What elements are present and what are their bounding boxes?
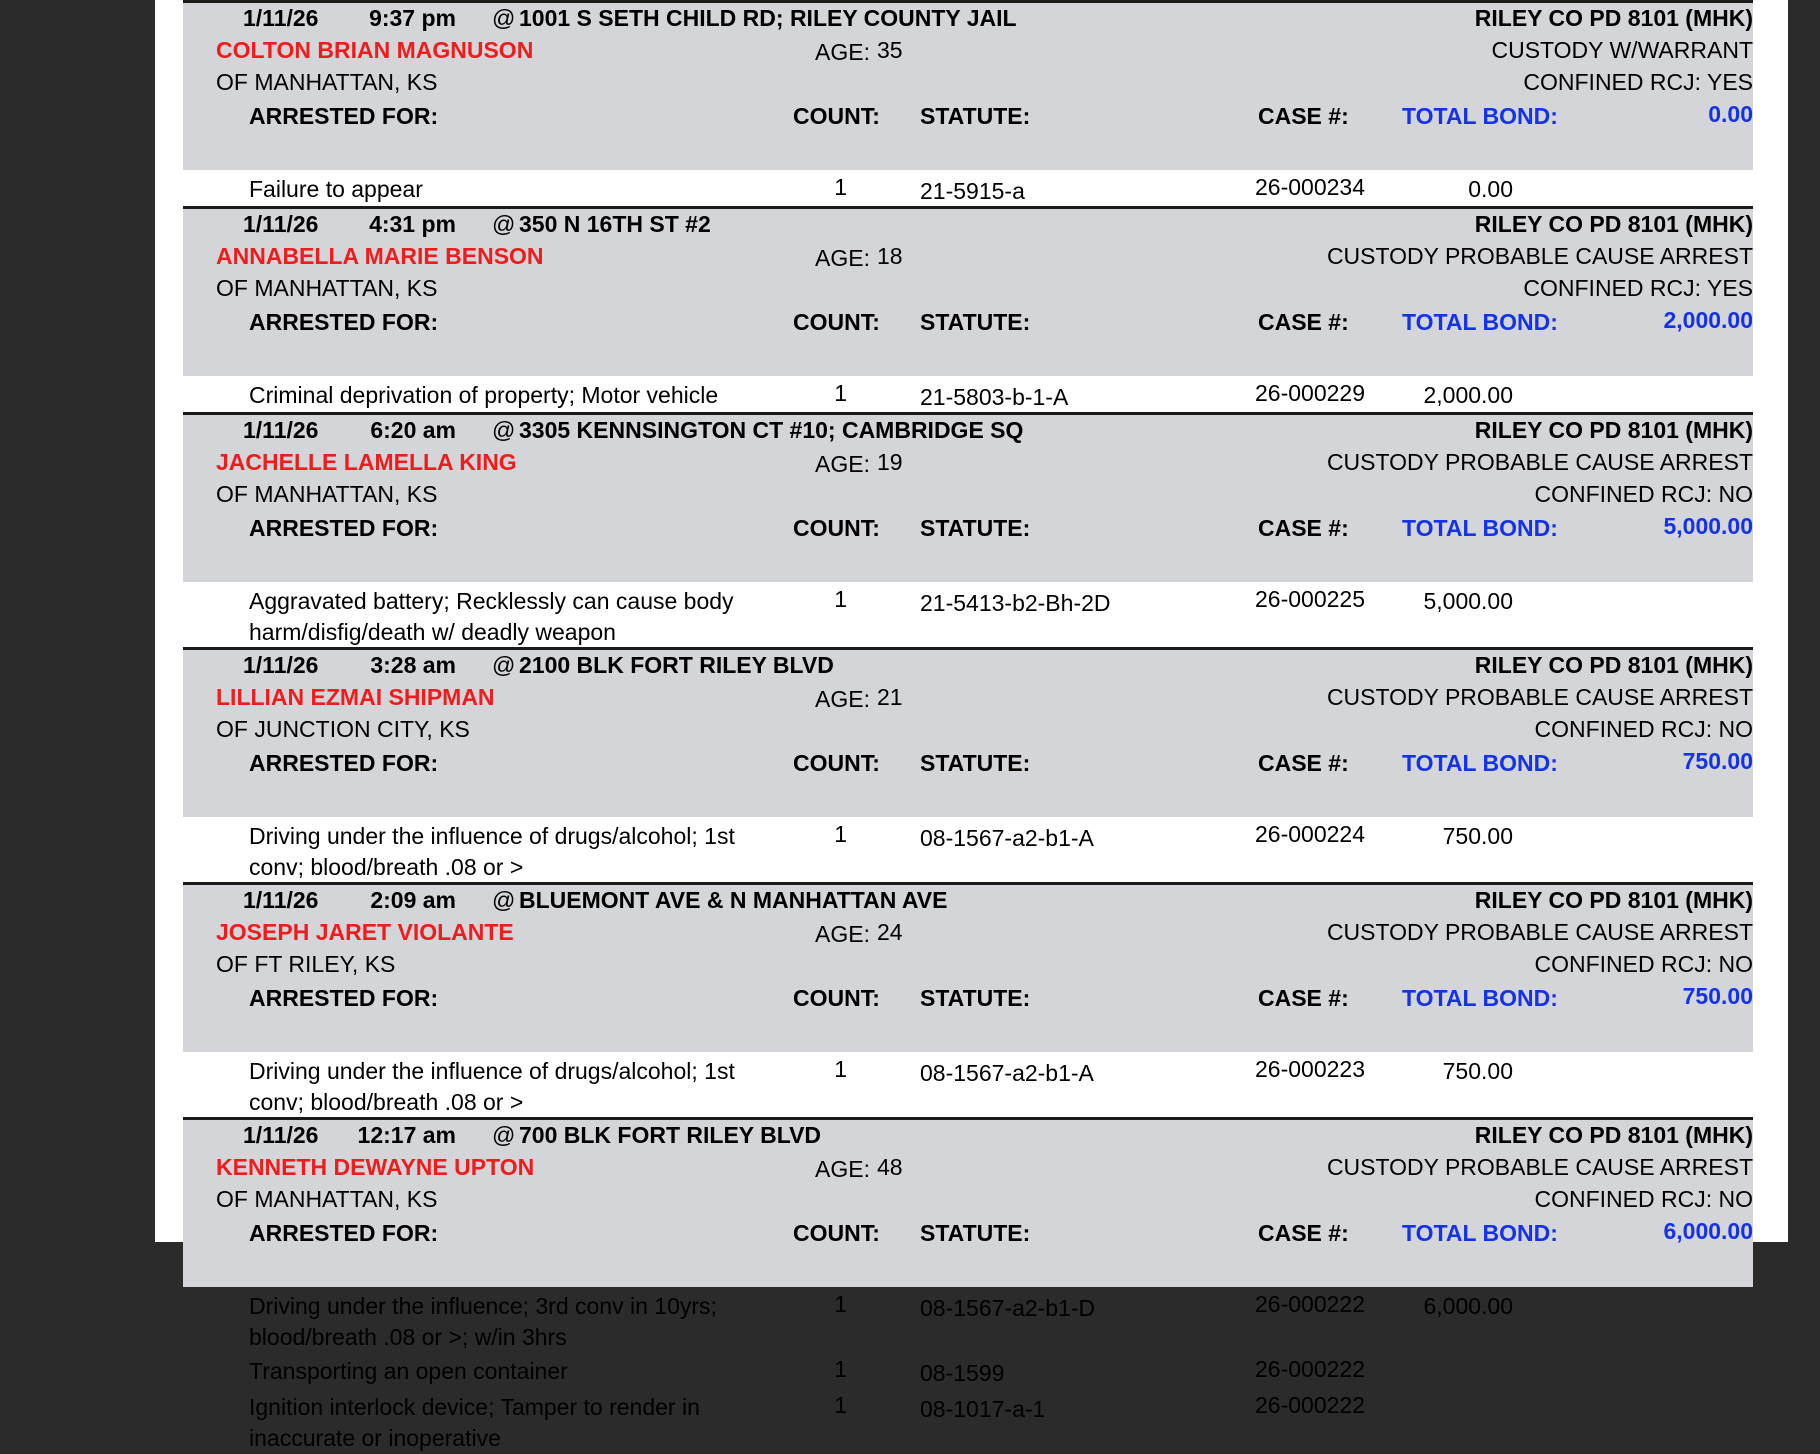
case-label: CASE #:	[1258, 103, 1349, 129]
location-at-symbol: @	[492, 417, 516, 443]
residence-city: OF MANHATTAN, KS	[216, 69, 438, 95]
charge-count: 1	[834, 174, 847, 200]
charge-description: Failure to appear	[249, 176, 423, 202]
location-at-symbol: @	[492, 652, 516, 678]
residence-city: OF MANHATTAN, KS	[216, 1186, 438, 1212]
charge-case-number: 26-000223	[1255, 1056, 1365, 1082]
charges-list	[183, 1287, 1753, 1453]
total-bond-label: TOTAL BOND:	[1402, 750, 1558, 776]
age-value: 18	[877, 243, 903, 269]
confined-status: CONFINED RCJ: NO	[1534, 951, 1753, 977]
record-header	[183, 647, 1753, 817]
count-label: COUNT:	[793, 985, 880, 1011]
record-header	[183, 1117, 1753, 1287]
confined-status: CONFINED RCJ: NO	[1534, 1186, 1753, 1212]
location-at-symbol: @	[492, 5, 516, 31]
arrest-record	[183, 1117, 1753, 1453]
arrest-time: 6:20 am	[370, 417, 456, 443]
age-label: AGE:	[815, 1156, 870, 1182]
count-label: COUNT:	[793, 103, 880, 129]
arrestee-name: LILLIAN EZMAI SHIPMAN	[216, 684, 495, 710]
charges-list	[183, 817, 1753, 882]
charge-row	[183, 1052, 1753, 1117]
arrest-date: 1/11/26	[243, 652, 319, 678]
custody-type: CUSTODY W/WARRANT	[1491, 37, 1753, 63]
arrest-location: 700 BLK FORT RILEY BLVD	[519, 1122, 822, 1148]
charge-count: 1	[834, 821, 847, 847]
charges-list	[183, 376, 1753, 412]
residence-city: OF MANHATTAN, KS	[216, 481, 438, 507]
location-at-symbol: @	[492, 1122, 516, 1148]
case-label: CASE #:	[1258, 1220, 1349, 1246]
case-label: CASE #:	[1258, 515, 1349, 541]
charge-bond: 2,000.00	[1423, 382, 1513, 408]
arrested-for-label: ARRESTED FOR:	[249, 1220, 439, 1246]
charge-case-number: 26-000222	[1255, 1291, 1365, 1317]
charge-count: 1	[834, 1356, 847, 1382]
charge-case-number: 26-000222	[1255, 1356, 1365, 1382]
custody-type: CUSTODY PROBABLE CAUSE ARREST	[1326, 449, 1753, 475]
total-bond-label: TOTAL BOND:	[1402, 1220, 1558, 1246]
agency: RILEY CO PD 8101 (MHK)	[1474, 211, 1753, 237]
charge-row	[183, 817, 1753, 882]
charge-description: Driving under the influence of drugs/alcohol; 1st conv; blood/breath .08 or >	[249, 1058, 735, 1115]
charge-description: Aggravated battery; Recklessly can cause body harm/disfig/death w/ deadly weapon	[249, 588, 734, 645]
charge-description: Driving under the influence; 3rd conv in 10yrs; blood/breath .08 or >; w/in 3hrs	[249, 1293, 717, 1350]
arrest-time: 2:09 am	[370, 887, 456, 913]
arrest-date: 1/11/26	[243, 887, 319, 913]
age-value: 21	[877, 684, 903, 710]
total-bond-label: TOTAL BOND:	[1402, 103, 1558, 129]
count-label: COUNT:	[793, 309, 880, 335]
charge-row	[183, 1287, 1753, 1352]
case-label: CASE #:	[1258, 985, 1349, 1011]
record-header	[183, 412, 1753, 582]
arrested-for-label: ARRESTED FOR:	[249, 103, 439, 129]
arrest-record	[183, 412, 1753, 647]
confined-status: CONFINED RCJ: NO	[1534, 716, 1753, 742]
age-value: 24	[877, 919, 903, 945]
arrest-record	[183, 206, 1753, 412]
charge-row	[183, 1388, 1753, 1453]
age-label: AGE:	[815, 686, 870, 712]
arrested-for-label: ARRESTED FOR:	[249, 515, 439, 541]
record-header	[183, 882, 1753, 1052]
location-at-symbol: @	[492, 211, 516, 237]
charge-statute: 08-1017-a-1	[920, 1396, 1046, 1422]
charge-case-number: 26-000222	[1255, 1392, 1365, 1418]
confined-status: CONFINED RCJ: YES	[1523, 69, 1753, 95]
charge-case-number: 26-000229	[1255, 380, 1365, 406]
total-bond-value: 750.00	[1682, 748, 1753, 774]
charge-case-number: 26-000234	[1255, 174, 1365, 200]
arrest-record	[183, 882, 1753, 1117]
charge-statute: 08-1599	[920, 1360, 1005, 1386]
statute-label: STATUTE:	[920, 309, 1031, 335]
arrest-records	[183, 0, 1753, 1453]
total-bond-value: 2,000.00	[1663, 307, 1753, 333]
charge-count: 1	[834, 1056, 847, 1082]
arrest-time: 4:31 pm	[369, 211, 456, 237]
statute-label: STATUTE:	[920, 103, 1031, 129]
case-label: CASE #:	[1258, 750, 1349, 776]
custody-type: CUSTODY PROBABLE CAUSE ARREST	[1326, 1154, 1753, 1180]
record-header	[183, 0, 1753, 170]
charge-statute: 08-1567-a2-b1-A	[920, 825, 1094, 851]
charge-count: 1	[834, 1291, 847, 1317]
arrestee-name: COLTON BRIAN MAGNUSON	[216, 37, 534, 63]
age-label: AGE:	[815, 39, 870, 65]
arrest-date: 1/11/26	[243, 417, 319, 443]
arrest-location: 2100 BLK FORT RILEY BLVD	[519, 652, 834, 678]
agency: RILEY CO PD 8101 (MHK)	[1474, 887, 1753, 913]
total-bond-value: 5,000.00	[1663, 513, 1753, 539]
arrest-location: 3305 KENNSINGTON CT #10; CAMBRIDGE SQ	[519, 417, 1024, 443]
arrestee-name: JOSEPH JARET VIOLANTE	[216, 919, 514, 945]
location-at-symbol: @	[492, 887, 516, 913]
charges-list	[183, 582, 1753, 647]
arrest-date: 1/11/26	[243, 5, 319, 31]
charge-row	[183, 170, 1753, 206]
age-label: AGE:	[815, 451, 870, 477]
charge-statute: 08-1567-a2-b1-D	[920, 1295, 1096, 1321]
residence-city: OF FT RILEY, KS	[216, 951, 396, 977]
total-bond-label: TOTAL BOND:	[1402, 309, 1558, 335]
statute-label: STATUTE:	[920, 515, 1031, 541]
agency: RILEY CO PD 8101 (MHK)	[1474, 652, 1753, 678]
arrest-date: 1/11/26	[243, 1122, 319, 1148]
charge-description: Criminal deprivation of property; Motor vehicle	[249, 382, 719, 408]
count-label: COUNT:	[793, 515, 880, 541]
total-bond-label: TOTAL BOND:	[1402, 515, 1558, 541]
arrest-location: 1001 S SETH CHILD RD; RILEY COUNTY JAIL	[519, 5, 1017, 31]
charge-row	[183, 376, 1753, 412]
total-bond-value: 0.00	[1708, 101, 1753, 127]
total-bond-label: TOTAL BOND:	[1402, 985, 1558, 1011]
charge-count: 1	[834, 1392, 847, 1418]
age-label: AGE:	[815, 245, 870, 271]
arrest-time: 9:37 pm	[369, 5, 456, 31]
arrestee-name: JACHELLE LAMELLA KING	[216, 449, 517, 475]
charge-description: Transporting an open container	[249, 1358, 568, 1384]
arrestee-name: KENNETH DEWAYNE UPTON	[216, 1154, 535, 1180]
age-value: 19	[877, 449, 903, 475]
charge-description: Driving under the influence of drugs/alcohol; 1st conv; blood/breath .08 or >	[249, 823, 735, 880]
arrested-for-label: ARRESTED FOR:	[249, 985, 439, 1011]
charge-statute: 21-5413-b2-Bh-2D	[920, 590, 1111, 616]
arrest-location: 350 N 16TH ST #2	[519, 211, 711, 237]
arrest-record	[183, 0, 1753, 206]
residence-city: OF JUNCTION CITY, KS	[216, 716, 470, 742]
charges-list	[183, 170, 1753, 206]
arrested-for-label: ARRESTED FOR:	[249, 309, 439, 335]
custody-type: CUSTODY PROBABLE CAUSE ARREST	[1326, 919, 1753, 945]
charges-list	[183, 1052, 1753, 1117]
arrest-record	[183, 647, 1753, 882]
charge-statute: 21-5915-a	[920, 178, 1025, 204]
arrest-time: 12:17 am	[357, 1122, 456, 1148]
agency: RILEY CO PD 8101 (MHK)	[1474, 5, 1753, 31]
charge-statute: 21-5803-b-1-A	[920, 384, 1069, 410]
charge-bond: 0.00	[1468, 176, 1513, 202]
arrested-for-label: ARRESTED FOR:	[249, 750, 439, 776]
charge-bond: 750.00	[1442, 1058, 1513, 1084]
total-bond-value: 6,000.00	[1663, 1218, 1753, 1244]
charge-row	[183, 582, 1753, 647]
document-page	[155, 0, 1788, 1451]
age-value: 35	[877, 37, 903, 63]
record-header	[183, 206, 1753, 376]
charge-count: 1	[834, 586, 847, 612]
arrestee-name: ANNABELLA MARIE BENSON	[216, 243, 544, 269]
charge-bond: 750.00	[1442, 823, 1513, 849]
confined-status: CONFINED RCJ: NO	[1534, 481, 1753, 507]
charge-row	[183, 1352, 1753, 1388]
statute-label: STATUTE:	[920, 750, 1031, 776]
case-label: CASE #:	[1258, 309, 1349, 335]
custody-type: CUSTODY PROBABLE CAUSE ARREST	[1326, 684, 1753, 710]
arrest-time: 3:28 am	[370, 652, 456, 678]
count-label: COUNT:	[793, 1220, 880, 1246]
agency: RILEY CO PD 8101 (MHK)	[1474, 417, 1753, 443]
total-bond-value: 750.00	[1682, 983, 1753, 1009]
statute-label: STATUTE:	[920, 985, 1031, 1011]
charge-case-number: 26-000224	[1255, 821, 1365, 847]
charge-case-number: 26-000225	[1255, 586, 1365, 612]
charge-statute: 08-1567-a2-b1-A	[920, 1060, 1094, 1086]
age-label: AGE:	[815, 921, 870, 947]
agency: RILEY CO PD 8101 (MHK)	[1474, 1122, 1753, 1148]
age-value: 48	[877, 1154, 903, 1180]
statute-label: STATUTE:	[920, 1220, 1031, 1246]
charge-bond: 6,000.00	[1423, 1293, 1513, 1319]
confined-status: CONFINED RCJ: YES	[1523, 275, 1753, 301]
custody-type: CUSTODY PROBABLE CAUSE ARREST	[1326, 243, 1753, 269]
arrest-date: 1/11/26	[243, 211, 319, 237]
charge-description: Ignition interlock device; Tamper to render in inaccurate or inoperative	[249, 1394, 700, 1451]
count-label: COUNT:	[793, 750, 880, 776]
charge-count: 1	[834, 380, 847, 406]
residence-city: OF MANHATTAN, KS	[216, 275, 438, 301]
arrest-location: BLUEMONT AVE & N MANHATTAN AVE	[519, 887, 948, 913]
charge-bond: 5,000.00	[1423, 588, 1513, 614]
